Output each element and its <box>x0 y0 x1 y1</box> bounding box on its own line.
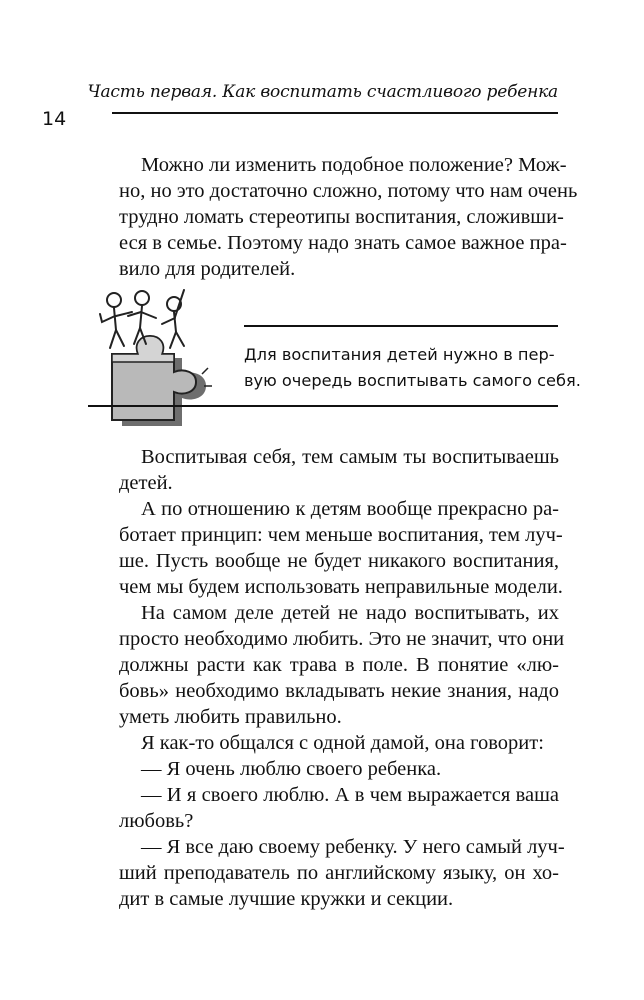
page-number: 14 <box>42 108 67 130</box>
callout-top-rule <box>244 325 558 327</box>
text-line: Воспитывая себя, тем самым ты воспитываешь <box>141 446 559 468</box>
text-line: чем мы будем использовать неправильные модели. <box>119 576 563 598</box>
text-line: ботает принцип: чем меньше воспитания, тем луч- <box>119 524 563 546</box>
text-line: На самом деле детей не надо воспитывать, их <box>141 602 559 624</box>
text-line: уметь любить правильно. <box>119 706 342 728</box>
paragraph <box>119 444 559 496</box>
text-line: любовь? <box>119 810 194 832</box>
paragraph <box>119 730 559 756</box>
text-line: ше. Пусть вообще не будет никакого воспитания, <box>119 550 559 572</box>
text-line: — Я очень люблю своего ребенка. <box>141 758 442 780</box>
text-line: — И я своего люблю. А в чем выражается ваша <box>141 784 559 806</box>
dialogue-line <box>119 782 559 834</box>
text-line: но, но это достаточно сложно, потому что нам очень <box>119 180 578 202</box>
text-line: просто необходимо любить. Это не значит, что они <box>119 628 565 650</box>
dialogue-line <box>119 756 559 782</box>
text-line: бовь» необходимо вкладывать некие знания, надо <box>119 680 559 702</box>
dialogue-line <box>119 834 565 912</box>
callout-line: Для воспитания детей нужно в пер- <box>244 345 555 364</box>
intro-paragraph <box>119 152 578 282</box>
text-line: трудно ломать стереотипы воспитания, сложивши- <box>119 206 564 228</box>
paragraph <box>119 600 565 730</box>
paragraph <box>119 496 563 600</box>
text-line: вило для родителей. <box>119 258 296 280</box>
text-line: должны расти как трава в поле. В понятие «лю- <box>119 654 559 676</box>
text-line: Можно ли изменить подобное положение? Мож- <box>141 154 567 176</box>
text-line: детей. <box>119 472 173 494</box>
header-rule <box>112 112 558 114</box>
text-line: ший преподаватель по английскому языку, он хо- <box>119 862 559 884</box>
text-line: Я как-то общался с одной дамой, она говорит: <box>141 732 544 754</box>
text-line: — Я все даю своему ребенку. У него самый луч- <box>141 836 565 858</box>
running-head: Часть первая. Как воспитать счастливого ребенка <box>87 82 558 102</box>
text-line: еся в семье. Поэтому надо знать самое важное пра- <box>119 232 567 254</box>
puzzle-piece-with-climbing-people-icon <box>88 282 218 433</box>
callout-bottom-rule <box>88 405 558 407</box>
callout-line: вую очередь воспитывать самого себя. <box>244 371 581 390</box>
text-line: А по отношению к детям вообще прекрасно ра- <box>141 498 559 520</box>
callout-text <box>244 342 581 394</box>
text-line: дит в самые лучшие кружки и секции. <box>119 888 454 910</box>
